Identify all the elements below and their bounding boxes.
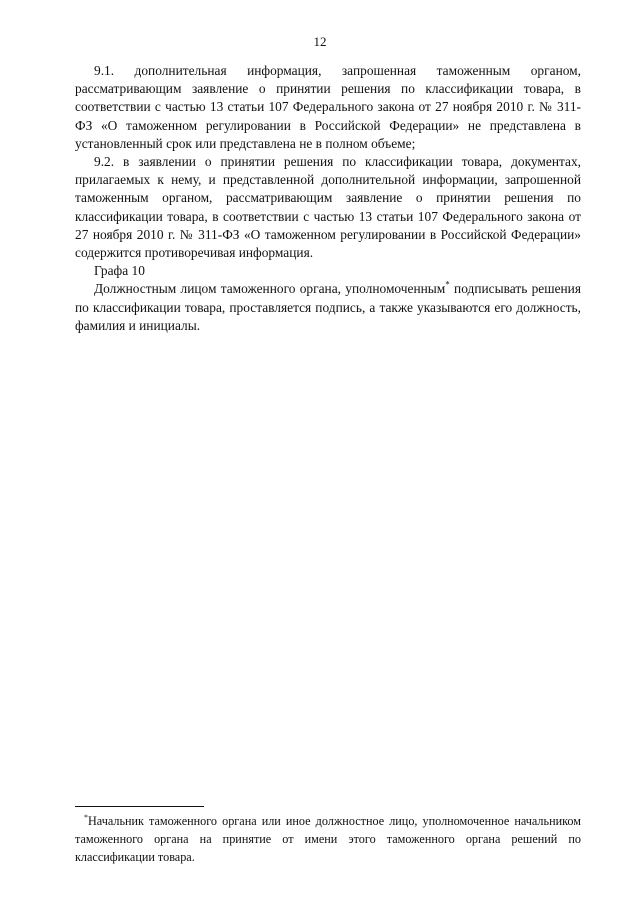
footnote-reference-mark: * — [445, 279, 450, 290]
paragraph-9-2: 9.2. в заявлении о принятии решения по классификации товара, документах, прилагаемых к нему, и представленной дополнительной информации, запрошенной таможенным органом, рассматривающим заявление о принятии решения по классификации товара, в соответствии с частью 13 статьи 107 Федерального закона от 27 ноября 2010 г. № 311-ФЗ «О таможенном регулировании в Российской Федерации» содержится противоречивая информация. — [75, 154, 581, 261]
footnote — [75, 812, 581, 866]
footnote-text: Начальник таможенного органа или иное должностное лицо, уполномоченное начальником таможенного органа на принятие от имени этого таможенного органа решений по классификации товара. — [75, 814, 581, 864]
footnote-separator — [75, 806, 204, 807]
paragraph-grafa-10-part-2: подписывать решения по классификации товара, проставляется подпись, а также указываются его должность, фамилия и инициалы. — [75, 281, 581, 333]
document-body — [75, 62, 581, 335]
paragraph-grafa-10-part-1: Должностным лицом таможенного органа, уполномоченным — [94, 281, 446, 297]
paragraph-grafa-10 — [75, 280, 581, 335]
paragraph-9-1: 9.1. дополнительная информация, запрошенная таможенным органом, рассматривающим заявление о принятии решения по классификации товара, в соответствии с частью 13 статьи 107 Федерального закона от 27 ноября 2010 г. № 311-ФЗ «О таможенном регулировании в Российской Федерации» не представлена в установленный срок или представлена не в полном объеме; — [75, 63, 581, 151]
section-heading-grafa-10: Графа 10 — [94, 263, 145, 279]
page-number: 12 — [313, 34, 327, 49]
footnote-mark: * — [84, 812, 88, 822]
